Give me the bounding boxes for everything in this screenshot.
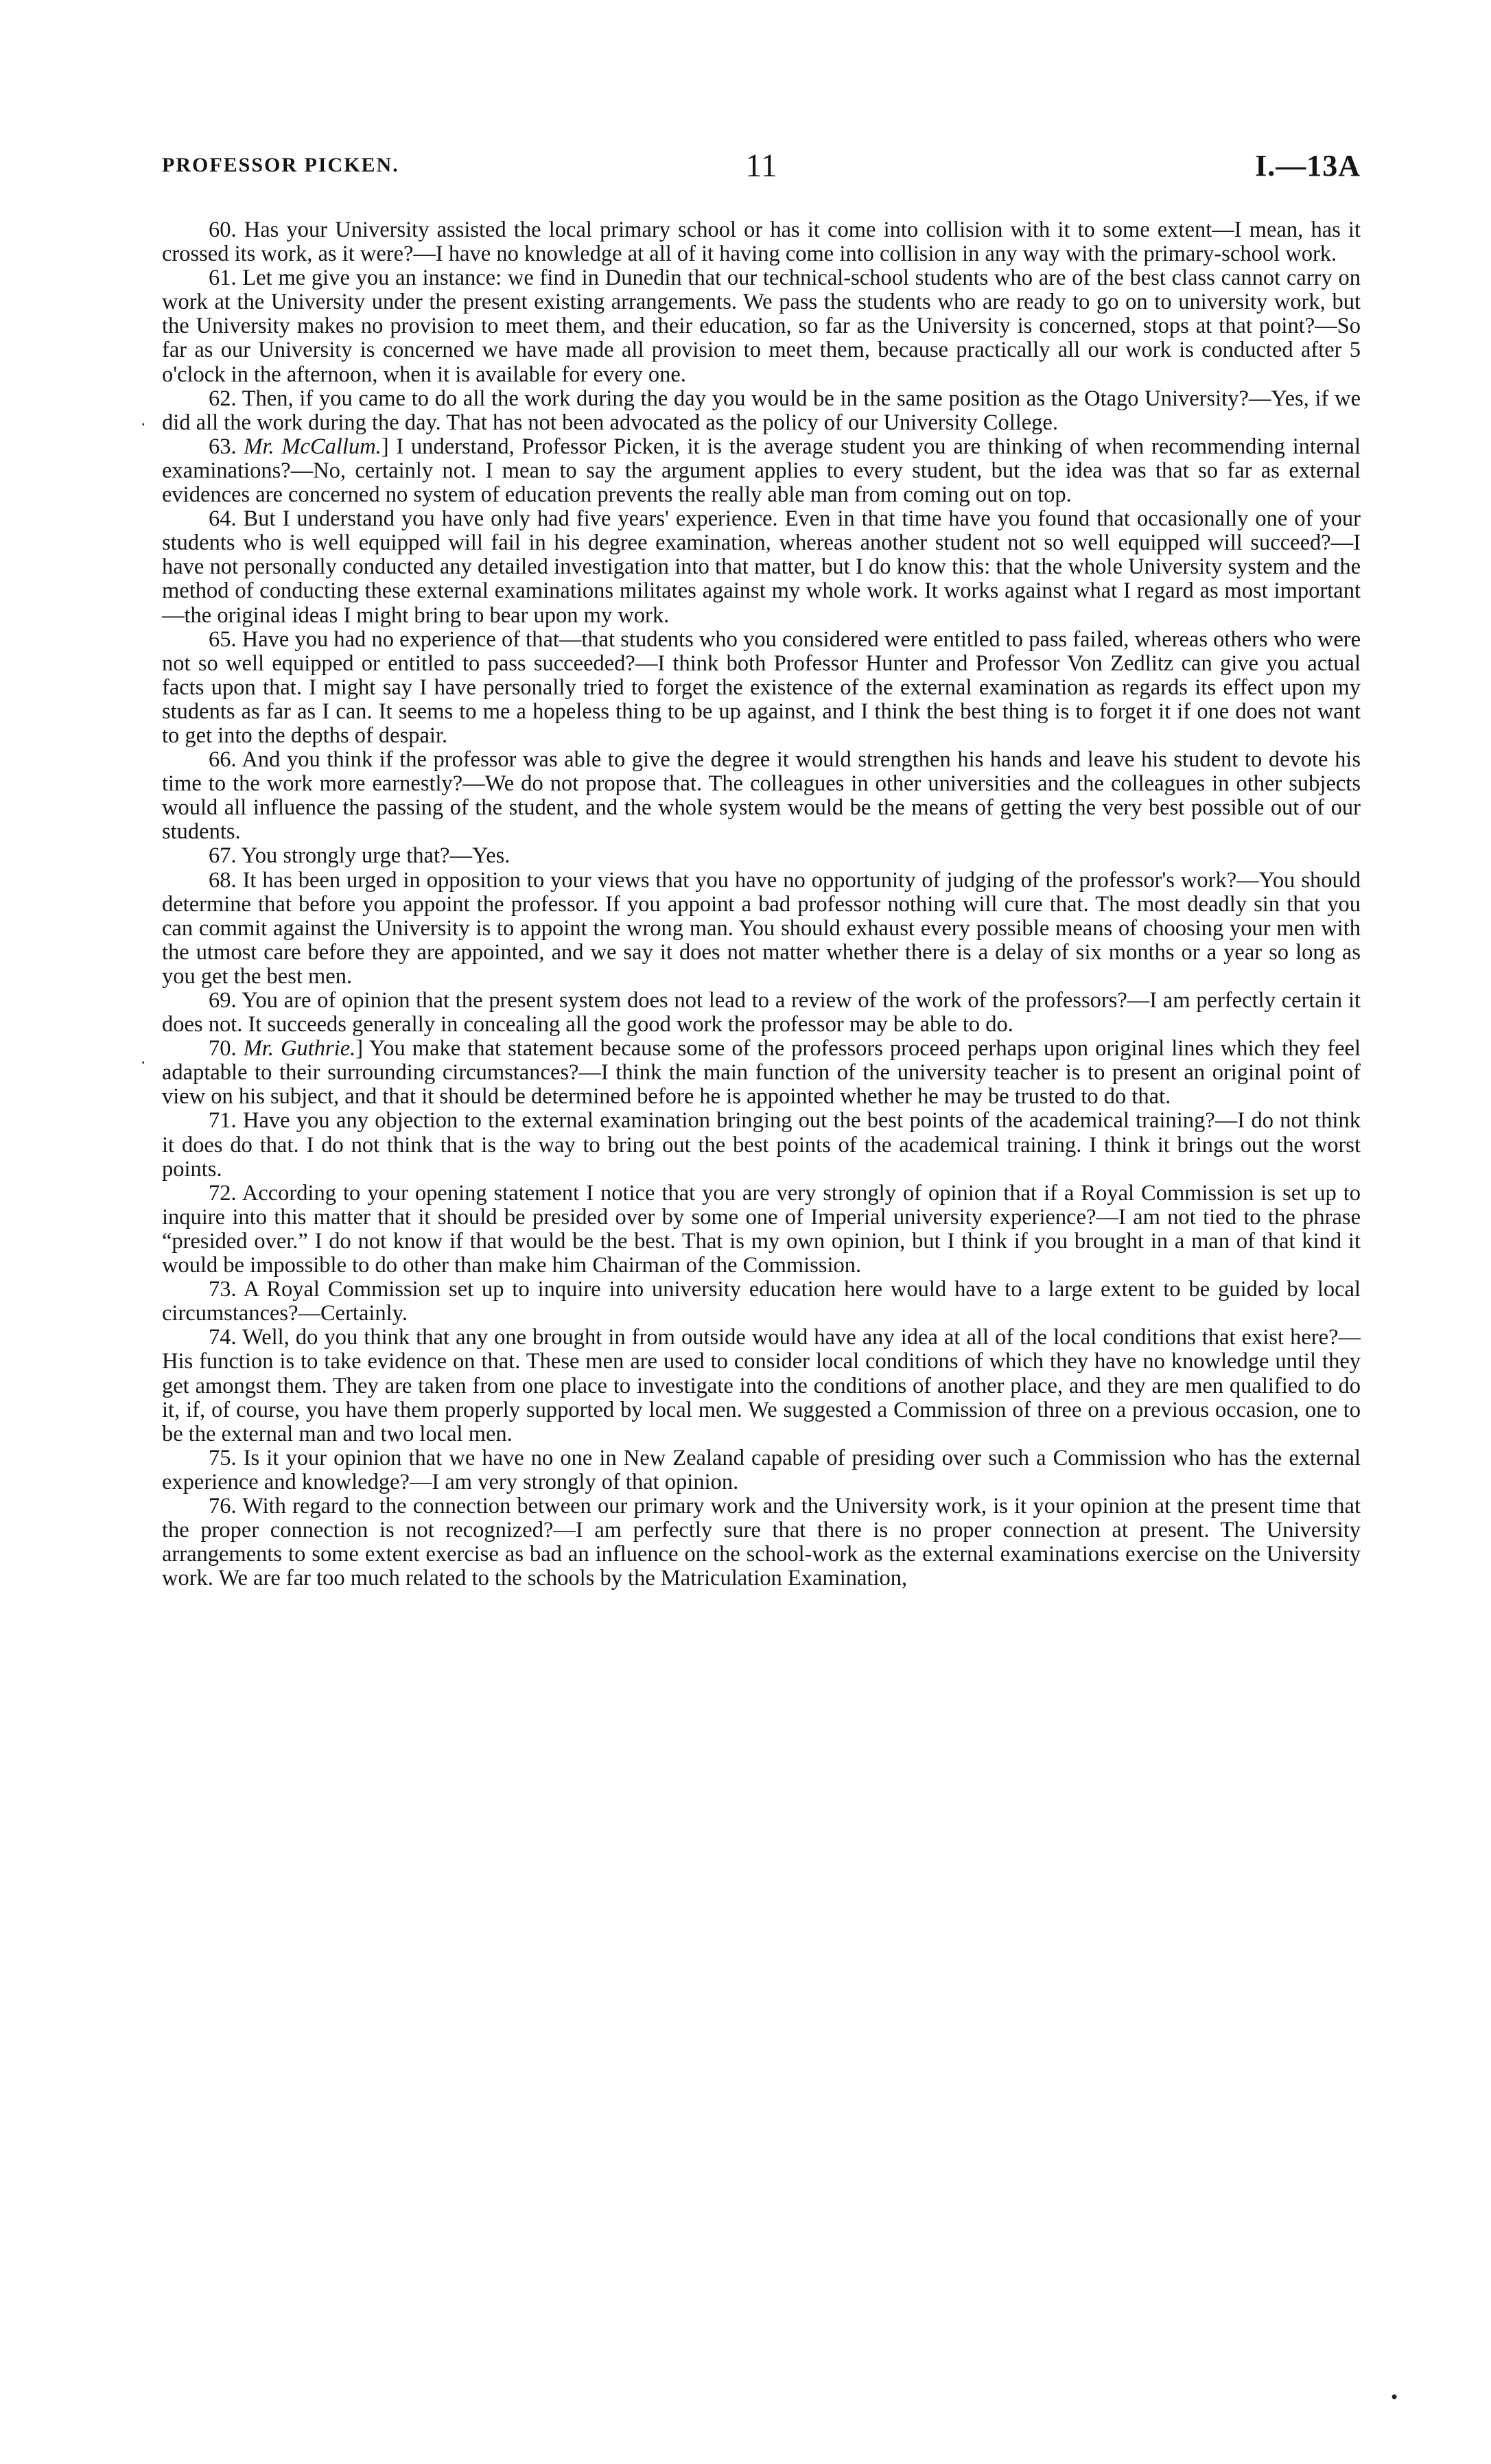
paragraph-75 — [162, 1446, 1361, 1494]
paragraph-62 — [162, 387, 1361, 435]
paragraph-72 — [162, 1182, 1361, 1278]
page-number: 11 — [745, 148, 777, 184]
margin-dot: · — [141, 415, 146, 434]
paragraph-text: 69. You are of opinion that the present system does not lead to a review of the work of the professors?—I am perfectly certain it does not. It succeeds generally in concealing all the good work the professor may be able to do. — [162, 988, 1361, 1037]
paragraph-text: 60. Has your University assisted the local primary school or has it come into collision with it to some extent—I mean, has it crossed its work, as it were?—I have no knowledge at all of it having come into collision in any way with the primary-school work. — [162, 218, 1361, 267]
paragraph-text: 72. According to your opening statement I notice that you are very strongly of opinion that if a Royal Commission is set up to inquire into this matter that it should be presided over by some one of Imperial university experience?—I am not tied to the phrase “presided over.” I do not know if that would be the best. That is my own opinion, but I think if you brought in a man of that kind it would be impossible to do other than make him Chairman of the Commission. — [162, 1180, 1361, 1278]
paragraph-67 — [162, 844, 1361, 868]
paragraph-text: ] You make that statement because some of the professors proceed perhaps upon original lines which they feel adaptable to their surrounding circumstances?—I think the main function of the university teacher is to present an original point of view on his subject, and that it should be determined before he is appointed whether he may be trusted to do that. — [162, 1036, 1361, 1110]
paragraph-text: 71. Have you any objection to the external examination bringing out the best points of the academical training?—I do not think it does do that. I do not think that is the way to bring out the best points of the academical training. I think it brings out the worst points. — [162, 1108, 1361, 1182]
paragraph-text: 62. Then, if you came to do all the work during the day you would be in the same position as the Otago University?—Yes, if we did all the work during the day. That has not been advocated as the policy of our University College. — [162, 386, 1361, 435]
paragraph-text: 76. With regard to the connection between our primary work and the University work, is it your opinion at the present time that the proper connection is not recognized?—I am perfectly sure that there is no proper connection at present. The University arrangements to some extent exercise as bad an influence on the school-work as the external examinations exercise on the University work. We are far too much related to the schools by the Matriculation Examination, — [162, 1493, 1361, 1591]
margin-dot: · — [141, 1053, 146, 1072]
page-header — [162, 150, 1361, 191]
paragraph-text: ] I understand, Professor Picken, it is the average student you are thinking of when recommending internal examinations?—No, certainly not. I mean to say the argument applies to every student, but the idea was that so far as external evidences are concerned no system of education prevents the really able man from coming out on top. — [162, 434, 1361, 508]
speaker-name: Mr. McCallum. — [244, 434, 381, 459]
paragraph-74 — [162, 1326, 1361, 1446]
paragraph-text: 65. Have you had no experience of that—that students who you considered were entitled to pass failed, whereas others who were not so well equipped or entitled to pass succeeded?—I think both Professor Hunter and Professor Von Zedlitz can give you actual facts upon that. I might say I have personally tried to forget the existence of the external examination as regards its effect upon my students as far as I can. It seems to me a hopeless thing to be up against, and I think the best thing is to forget it if one does not want to get into the depths of despair. — [162, 626, 1361, 748]
paragraph-text: 67. You strongly urge that?—Yes. — [209, 843, 510, 869]
document-body — [162, 218, 1361, 1591]
margin-dot: • — [1389, 2388, 1400, 2407]
paragraph-66 — [162, 748, 1361, 844]
paragraph-number: 70. — [209, 1036, 244, 1061]
paragraph-70 — [162, 1037, 1361, 1109]
paragraph-71 — [162, 1109, 1361, 1181]
paragraph-text: 74. Well, do you think that any one brought in from outside would have any idea at all of the local conditions that exist here?—His function is to take evidence on that. These men are used to consider local conditions of which they have no knowledge until they get amongst them. They are taken from one place to investigate into the conditions of another place, and they are men qualified to do it, if, of course, you have them properly supported by local men. We suggested a Commission of three on a previous occasion, one to be the external man and two local men. — [162, 1325, 1361, 1446]
paragraph-68 — [162, 869, 1361, 989]
paragraph-text: 61. Let me give you an instance: we find in Dunedin that our technical-school students who are of the best class cannot carry on work at the University under the present existing arrangements. We pass the students who are ready to go on to university work, but the University makes no provision to meet them, and their education, so far as the University is concerned, stops at that point?—So far as our University is concerned we have made all provision to meet them, because practically all our work is conducted after 5 o'clock in the afternoon, when it is available for every one. — [162, 266, 1361, 387]
paragraph-63 — [162, 435, 1361, 507]
paragraph-text: 64. But I understand you have only had five years' experience. Even in that time have you found that occasionally one of your students who is well equipped will fail in his degree examination, whereas another student not so well equipped will succeed?—I have not personally conducted any detailed investigation into that matter, but I do know this: that the whole University system and the method of conducting these external examinations militates against my whole work. It works against what I regard as most important—the original ideas I might bring to bear upon my work. — [162, 506, 1361, 628]
paragraph-text: 73. A Royal Commission set up to inquire into university education here would have to a large extent to be guided by local circumstances?—Certainly. — [162, 1277, 1361, 1326]
paragraph-76 — [162, 1494, 1361, 1591]
paragraph-64 — [162, 507, 1361, 627]
paragraph-text: 75. Is it your opinion that we have no one in New Zealand capable of presiding over such a Commission who has the external experience and knowledge?—I am very strongly of that opinion. — [162, 1445, 1361, 1494]
paper-reference: I.—13A — [1255, 149, 1361, 183]
paragraph-number: 63. — [209, 434, 244, 459]
paragraph-60 — [162, 218, 1361, 266]
paragraph-text: 68. It has been urged in opposition to your views that you have no opportunity of judging of the professor's work?—You should determine that before you appoint the professor. If you appoint a bad professor nothing will cure that. The most deadly sin that you can commit against the University is to appoint the wrong man. You should exhaust every possible means of choosing your men with the utmost care before they are appointed, and we say it does not matter whether there is a delay of six months or a year so long as you get the best men. — [162, 867, 1361, 989]
paragraph-61 — [162, 266, 1361, 386]
speaker-name: Mr. Guthrie. — [243, 1036, 356, 1061]
running-head: PROFESSOR PICKEN. — [162, 154, 399, 176]
paragraph-69 — [162, 989, 1361, 1037]
paragraph-text: 66. And you think if the professor was able to give the degree it would strengthen his hands and leave his student to devote his time to the work more earnestly?—We do not propose that. The colleagues in other universities and the colleagues in other subjects would all influence the passing of the student, and the whole system would be the means of getting the very best possible out of our students. — [162, 747, 1361, 845]
paragraph-65 — [162, 628, 1361, 748]
paragraph-73 — [162, 1278, 1361, 1326]
